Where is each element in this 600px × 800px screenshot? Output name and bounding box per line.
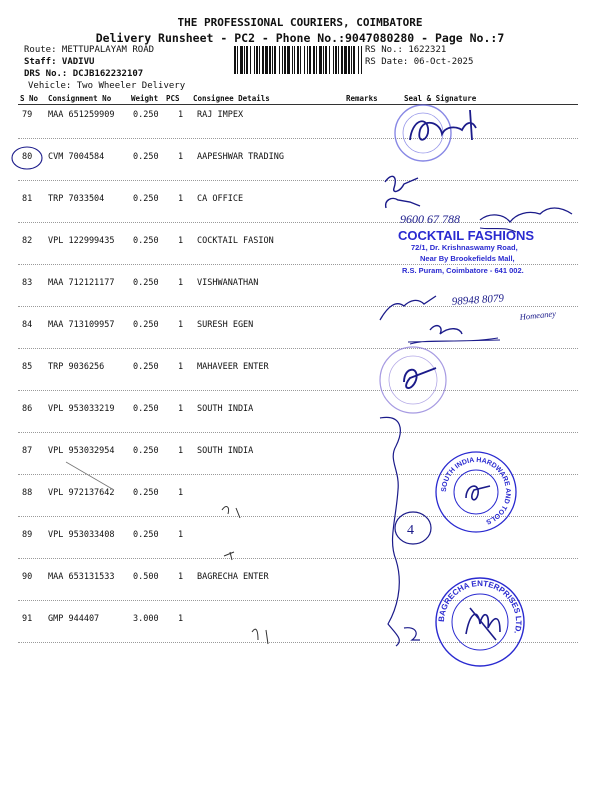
header-divider: [18, 104, 578, 105]
row-consignment: VPL 953033408: [48, 530, 115, 540]
table-row: [0, 488, 600, 530]
row-sno: 79: [22, 110, 33, 120]
col-pcs: PCS: [166, 94, 180, 103]
handwritten-note: Homeaney: [519, 308, 557, 322]
row-pcs: 1: [178, 572, 184, 582]
row-divider: [18, 264, 578, 265]
row-consignee: BAGRECHA ENTER: [197, 572, 269, 582]
row-consignee: SOUTH INDIA: [197, 404, 254, 414]
row-weight: 0.250: [133, 488, 159, 498]
row-consignment: VPL 122999435: [48, 236, 115, 246]
table-row: [0, 110, 600, 152]
row-divider: [18, 390, 578, 391]
row-divider: [18, 432, 578, 433]
col-seal-signature: Seal & Signature: [404, 94, 477, 103]
vehicle-label: Vehicle: Two Wheeler Delivery: [28, 81, 186, 91]
row-pcs: 1: [178, 404, 184, 414]
row-consignee: COCKTAIL FASION: [197, 236, 274, 246]
row-consignment: TRP 9036256: [48, 362, 105, 372]
table-row: [0, 362, 600, 404]
rs-date: RS Date: 06-Oct-2025: [365, 57, 474, 67]
row-weight: 0.250: [133, 362, 159, 372]
row-consignment: VPL 953033219: [48, 404, 115, 414]
cocktail-stamp-name: COCKTAIL FASHIONS: [398, 228, 535, 243]
row-sno: 84: [22, 320, 33, 330]
handwritten-phone2: 98948 8079: [451, 292, 505, 308]
bagrecha-ring-text: BAGRECHA ENTERPRISES LTD.: [436, 578, 524, 635]
handwritten-phone1: 9600 67 788: [400, 212, 460, 226]
barcode-icon: [234, 46, 362, 74]
row-divider: [18, 180, 578, 181]
row-divider: [18, 642, 578, 643]
row-sno: 83: [22, 278, 33, 288]
row-pcs: 1: [178, 236, 184, 246]
row-pcs: 1: [178, 194, 184, 204]
col-consignment: Consignment No: [48, 94, 112, 103]
row-pcs: 1: [178, 152, 184, 162]
row-weight: 3.000: [133, 614, 159, 624]
row-sno: 90: [22, 572, 33, 582]
row-consignment: CVM 7004584: [48, 152, 105, 162]
row-consignee: SOUTH INDIA: [197, 446, 254, 456]
row-divider: [18, 516, 578, 517]
row-divider: [18, 348, 578, 349]
staff-label: Staff: VADIVU: [24, 57, 95, 67]
row-consignment: MAA 713109957: [48, 320, 115, 330]
table-row: [0, 320, 600, 362]
row-consignment: MAA 651259909: [48, 110, 115, 120]
row-consignee: AAPESHWAR TRADING: [197, 152, 284, 162]
table-row: [0, 446, 600, 488]
row-pcs: 1: [178, 278, 184, 288]
row-weight: 0.250: [133, 530, 159, 540]
col-weight: Weight: [131, 94, 159, 103]
row-sno: 87: [22, 446, 33, 456]
row-consignment: GMP 944407: [48, 614, 100, 624]
row-consignment: TRP 7033504: [48, 194, 105, 204]
rs-number: RS No.: 1622321: [365, 45, 447, 55]
col-remarks: Remarks: [346, 94, 378, 103]
row-sno: 88: [22, 488, 33, 498]
row-sno: 81: [22, 194, 33, 204]
row-pcs: 1: [178, 614, 184, 624]
row-pcs: 1: [178, 110, 184, 120]
row-weight: 0.250: [133, 446, 159, 456]
row-consignment: MAA 653131533: [48, 572, 115, 582]
row-consignee: CA OFFICE: [197, 194, 244, 204]
row-consignee: RAJ IMPEX: [197, 110, 244, 120]
table-row: [0, 530, 600, 572]
row-divider: [18, 306, 578, 307]
row-divider: [18, 474, 578, 475]
row-pcs: 1: [178, 446, 184, 456]
row-sno: 86: [22, 404, 33, 414]
row-consignment: MAA 712121177: [48, 278, 115, 288]
row-sno: 80: [22, 152, 33, 162]
row-consignee: VISHWANATHAN: [197, 278, 259, 288]
cocktail-stamp-addr3: R.S. Puram, Coimbatore - 641 002.: [402, 266, 524, 275]
cocktail-stamp-addr1: 72/1, Dr. Krishnaswamy Road,: [411, 243, 518, 252]
row-consignment: VPL 972137642: [48, 488, 115, 498]
table-row: [0, 572, 600, 614]
row-pcs: 1: [178, 320, 184, 330]
table-row: [0, 404, 600, 446]
row-weight: 0.250: [133, 110, 159, 120]
row-divider: [18, 558, 578, 559]
table-row: [0, 152, 600, 194]
row-sno: 82: [22, 236, 33, 246]
row-divider: [18, 138, 578, 139]
row-divider: [18, 222, 578, 223]
drs-label: DRS No.: DCJB162232107: [24, 69, 144, 79]
col-sno: S No: [20, 94, 39, 103]
runsheet-title: THE PROFESSIONAL COURIERS, COIMBATORE: [177, 16, 423, 29]
row-consignee: MAHAVEER ENTER: [197, 362, 269, 372]
row-weight: 0.500: [133, 572, 159, 582]
row-consignee: SURESH EGEN: [197, 320, 254, 330]
handwritten-number: 4: [407, 523, 414, 538]
row-pcs: 1: [178, 530, 184, 540]
row-weight: 0.250: [133, 404, 159, 414]
row-sno: 89: [22, 530, 33, 540]
row-weight: 0.250: [133, 278, 159, 288]
row-weight: 0.250: [133, 152, 159, 162]
runsheet-subtitle: Delivery Runsheet - PC2 - Phone No.:9047080280 - Page No.:7: [95, 31, 505, 45]
row-weight: 0.250: [133, 236, 159, 246]
south-india-ring-text: SOUTH INDIA HARDWARE AND TOOLS: [440, 456, 512, 526]
row-consignment: VPL 953032954: [48, 446, 115, 456]
route-label: Route: METTUPALAYAM ROAD: [24, 45, 155, 55]
row-divider: [18, 600, 578, 601]
col-consignee: Consignee Details: [193, 94, 270, 103]
cocktail-stamp-addr2: Near By Brookefields Mall,: [420, 254, 515, 263]
row-pcs: 1: [178, 488, 184, 498]
table-row: [0, 278, 600, 320]
row-pcs: 1: [178, 362, 184, 372]
row-sno: 91: [22, 614, 33, 624]
table-row: [0, 614, 600, 656]
row-weight: 0.250: [133, 320, 159, 330]
row-sno: 85: [22, 362, 33, 372]
row-weight: 0.250: [133, 194, 159, 204]
